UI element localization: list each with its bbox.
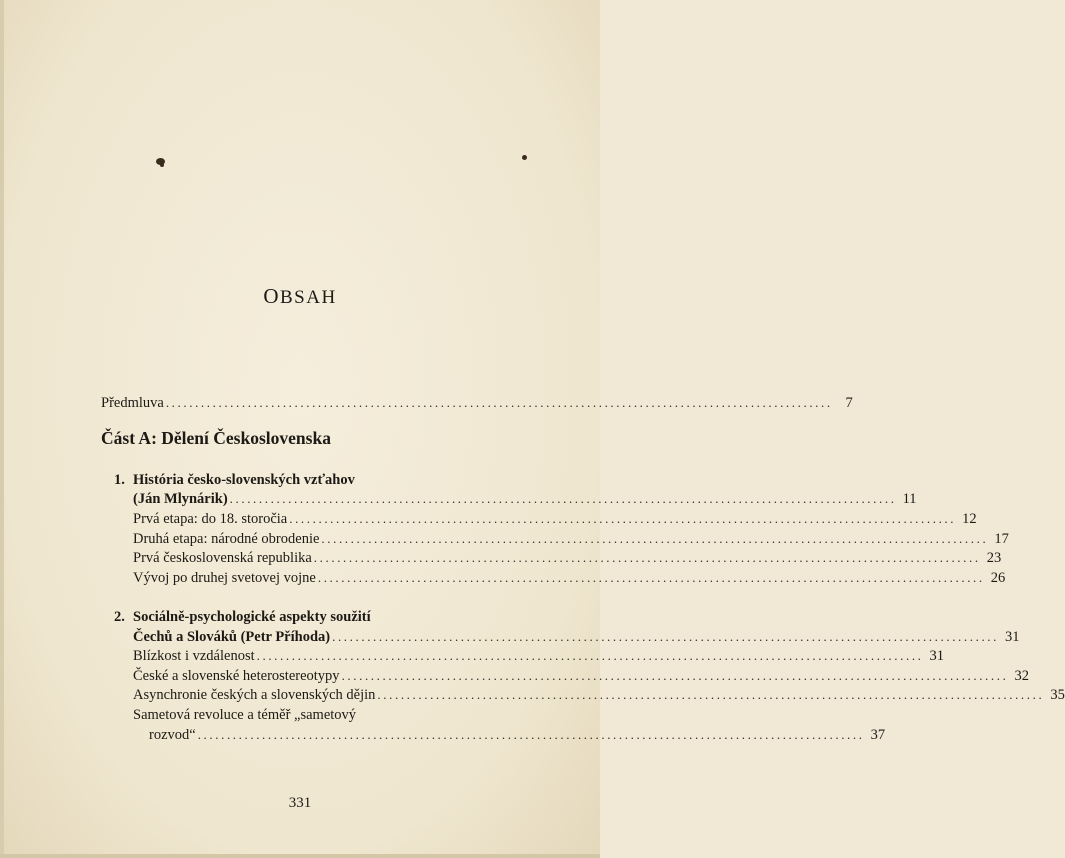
section-label: Asynchronie českých a slovenských dějin [133,687,376,703]
chapter-title: História česko-slovenských vzťahov [133,472,355,488]
toc-title: OBSAH [263,284,337,308]
toc-entry-chapter-1[interactable] [133,489,917,509]
section-label-line1: Sametová revoluce a téměř „sametový [133,707,357,723]
dot-leader: .................................................................................................................. [341,668,1009,683]
dot-leader: .................................................................................................................. [165,395,833,410]
toc-page-number: 26 [990,570,1006,586]
toc-entry-section[interactable] [133,548,1002,568]
page-edge-shadow [0,0,4,858]
dot-leader: .................................................................................................................. [377,687,1045,702]
toc-entry-section[interactable] [133,568,1006,588]
ink-speck [522,155,527,160]
section-label-line2: rozvod“ [149,727,196,743]
chapter-title: Sociálně-psychologické aspekty soužití [133,609,371,625]
toc-page-number: 7 [845,395,853,411]
dot-leader: .................................................................................................................. [289,511,957,526]
dot-leader: .................................................................................................................. [317,570,985,585]
toc-page-number: 37 [870,727,886,743]
toc-page-number: 17 [994,531,1009,547]
toc-entry-section[interactable] [133,666,1029,686]
toc-page-number: 12 [962,511,977,527]
dot-leader: .................................................................................................................. [197,727,865,742]
toc-page-number: 11 [902,491,917,507]
section-label: Vývoj po druhej svetovej vojne [133,570,316,586]
toc-entry-section[interactable] [133,529,1009,549]
toc-entry-section[interactable] [133,646,945,666]
dot-leader: .................................................................................................................. [229,491,897,506]
page-bottom-edge [0,854,600,858]
chapter-number: 2. [114,609,125,625]
section-label: Druhá etapa: národné obrodenie [133,531,320,547]
toc-entry-section[interactable] [133,685,1065,705]
part-heading: Část A: Dělení Československa [101,428,331,448]
section-label: Prvá etapa: do 18. storočia [133,511,288,527]
toc-page-number: 31 [1005,629,1020,645]
page-folio: 331 [288,795,312,811]
dot-leader: .................................................................................................................. [256,648,924,663]
toc-entry-label: Předmluva [101,395,164,411]
chapter-number: 1. [114,472,125,488]
toc-page-number: 32 [1014,668,1029,684]
dot-leader: .................................................................................................................. [313,550,981,565]
toc-entry-section[interactable] [149,725,886,745]
section-label: Blízkost i vzdálenost [133,648,255,664]
toc-page-number: 31 [929,648,945,664]
toc-page-number: 23 [986,550,1002,566]
section-label: Prvá československá republika [133,550,312,566]
toc-entry-chapter-2[interactable] [133,627,1020,647]
toc-entry-preface[interactable] [101,393,853,413]
toc-entry-section[interactable] [133,509,977,529]
section-label: České a slovenské heterostereotypy [133,668,340,684]
chapter-title-author: Čechů a Slováků (Petr Příhoda) [133,629,331,645]
ink-speck [160,163,164,167]
toc-page-number: 35 [1050,687,1065,703]
dot-leader: .................................................................................................................. [321,531,989,546]
chapter-title-author: (Ján Mlynárik) [133,491,228,507]
dot-leader: .................................................................................................................. [332,629,1000,644]
